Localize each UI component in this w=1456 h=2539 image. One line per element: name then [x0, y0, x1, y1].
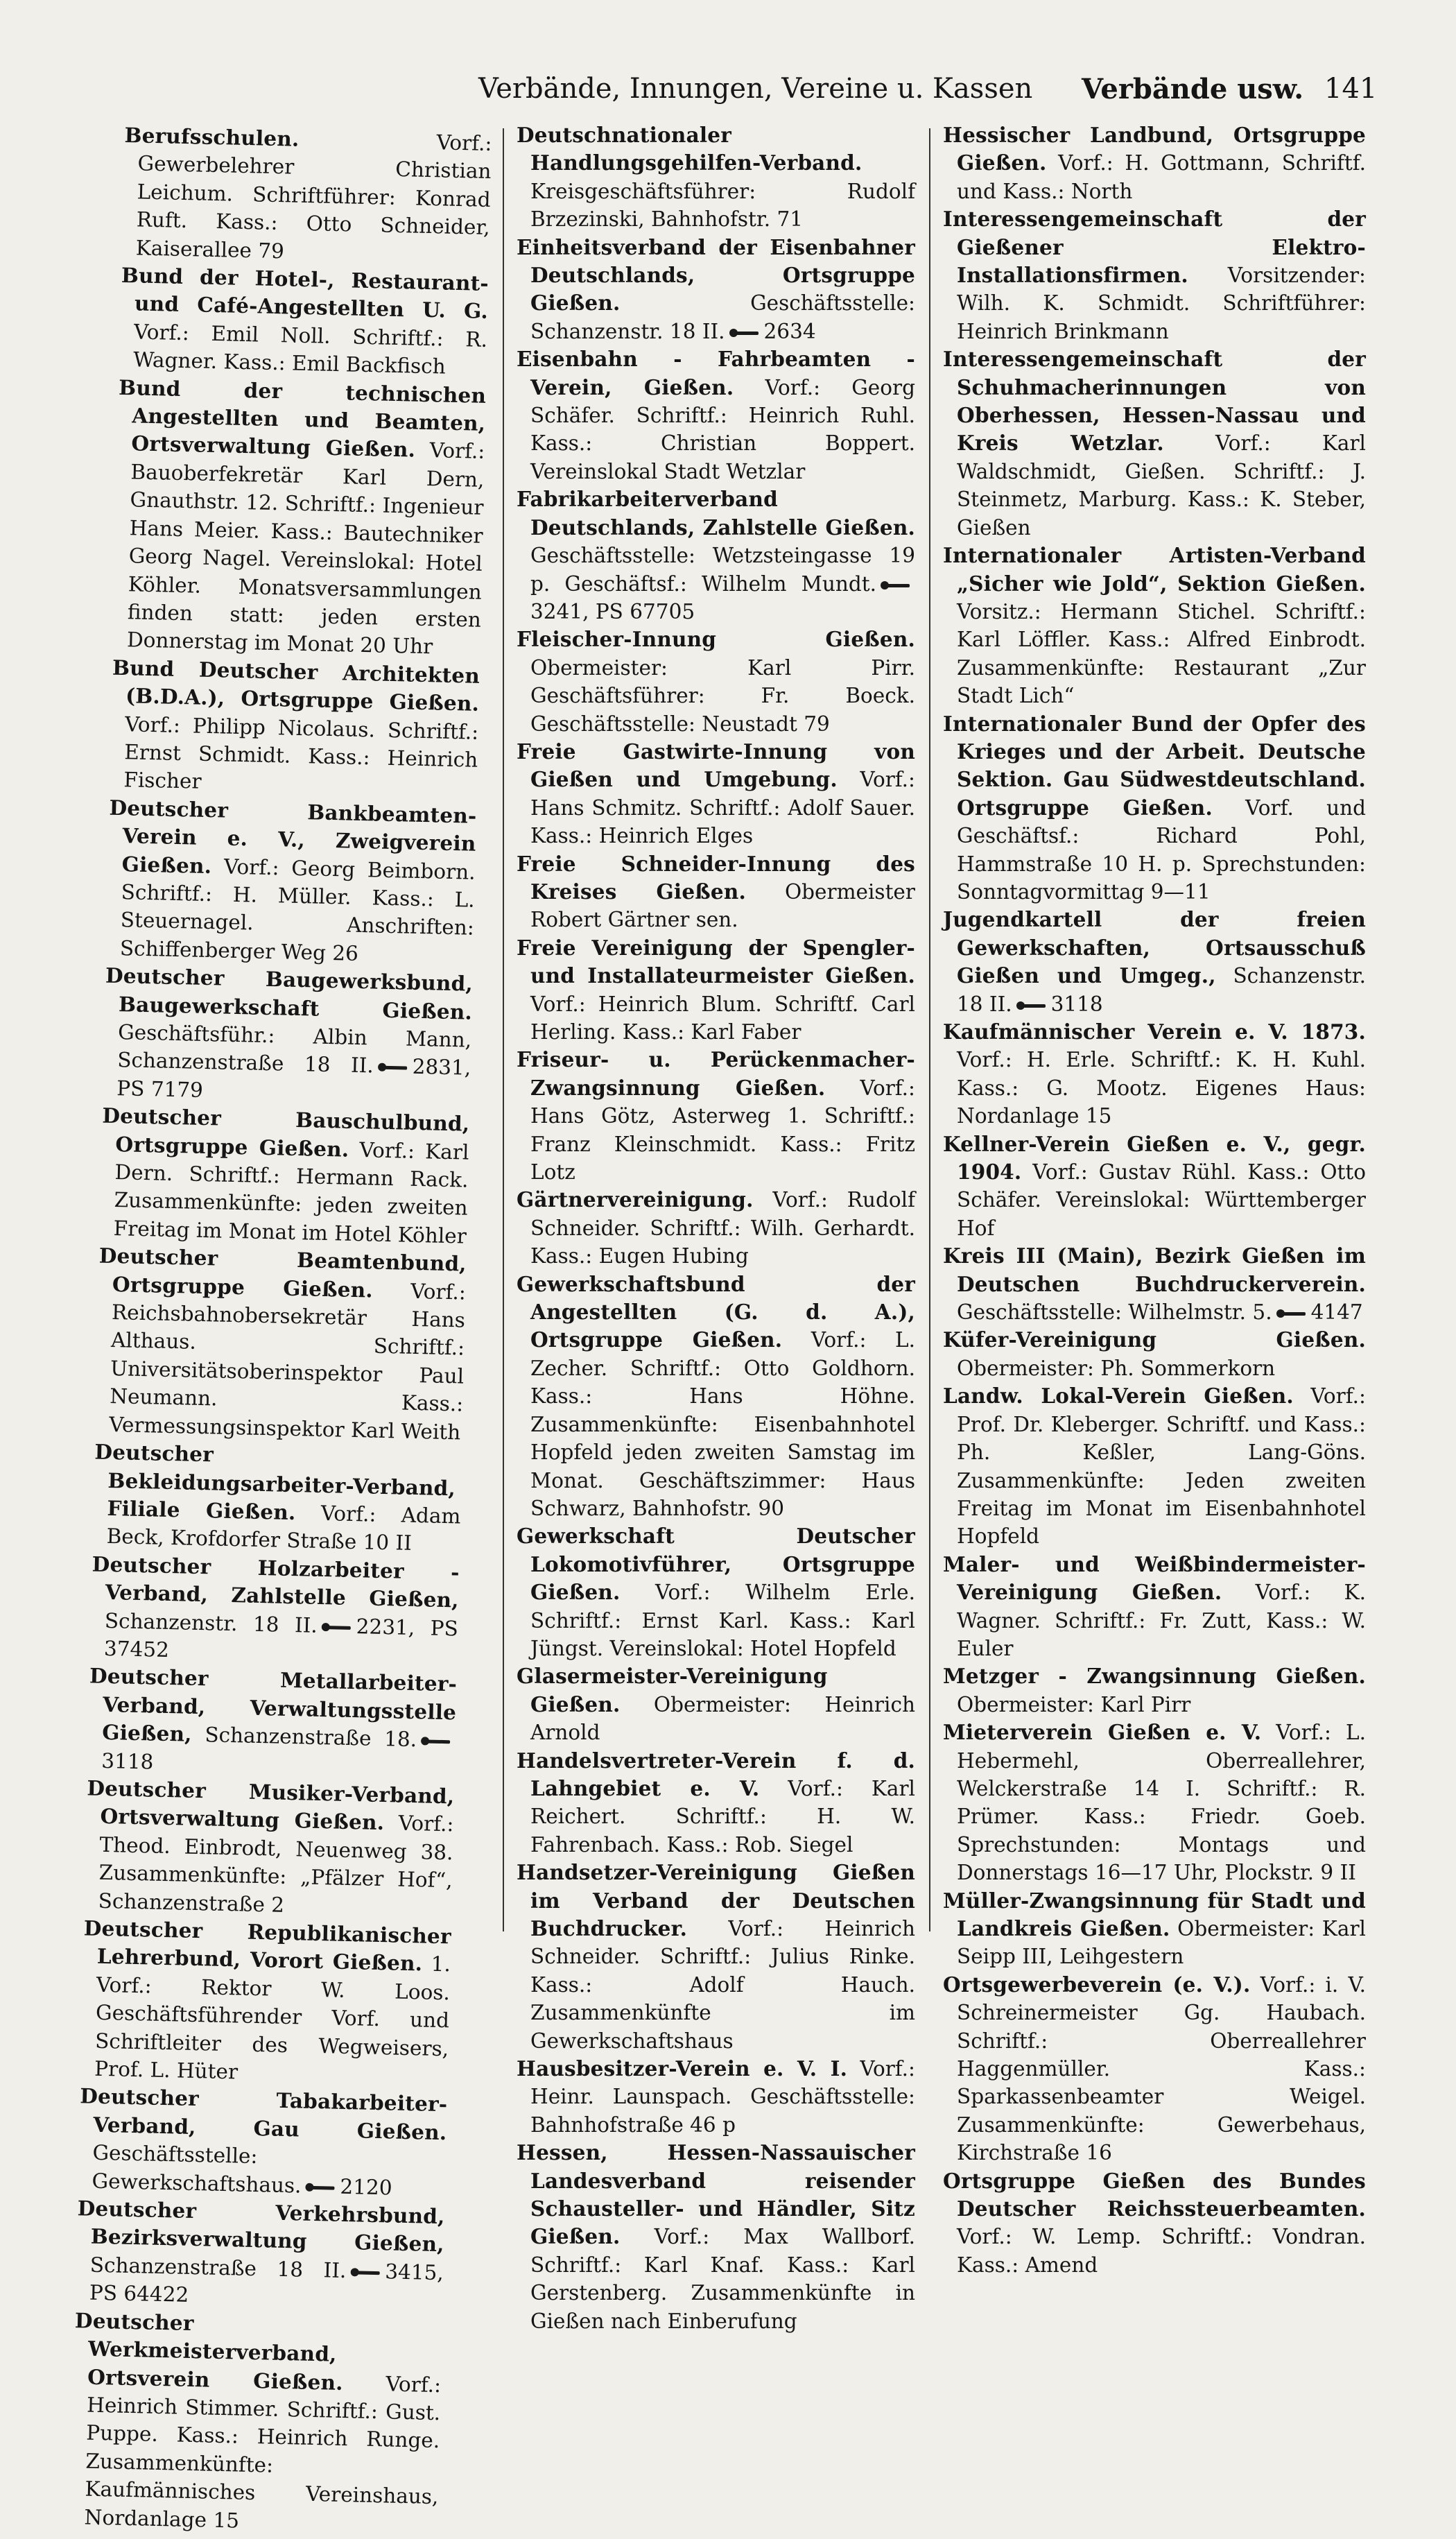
directory-entry — [943, 1662, 1366, 1719]
entry-name: Küfer-Vereinigung Gießen. — [943, 1327, 1366, 1352]
entry-details: Vorf.: Gustav Rühl. Kass.: Otto Schäfer. Vereinslokal: Württemberger Hof — [957, 1160, 1366, 1240]
entry-details: Vorf.: Rudolf Schneider. Schriftf.: Wilh. Gerhardt. Kass.: Eugen Hubing — [530, 1188, 915, 1268]
entry-name: Fabrikarbeiterverband Deutschlands, Zahlstelle Gießen. — [517, 487, 915, 540]
entry-phone: 2231, PS 37452 — [103, 1614, 459, 1662]
section-title: Verbände usw. — [1082, 73, 1304, 105]
directory-entry — [517, 626, 915, 738]
directory-entry — [943, 1130, 1366, 1243]
entry-details: Obermeister: Karl Pirr. Geschäftsführer: Fr. Boeck. Geschäftsstelle: Neustadt 79 — [530, 655, 915, 736]
entry-name: Berufsschulen. — [124, 122, 300, 151]
column-divider — [929, 128, 930, 1931]
entry-name: Ortsgewerbeverein (e. V.). — [943, 1972, 1251, 1997]
directory-entry — [99, 1102, 469, 1250]
entry-name: Handelsvertreter-Verein f. d. Lahngebiet e. V. — [517, 1748, 915, 1800]
entry-name: Deutscher Verkehrsbund, Bezirksverwaltung Gießen, — [77, 2196, 445, 2257]
column-divider — [503, 128, 504, 1931]
entry-details: Vorf.: Gewerbelehrer Christian Leichum. Schriftführer: Konrad Ruft. Kass.: Otto Schneider, Kaiserallee 79 — [135, 130, 492, 263]
entry-details: Vorf.: Prof. Dr. Kleberger. Schriftf. und Kass.: Ph. Keßler, Lang-Göns. Zusammenkünfte: Jeden zweiten Freitag im Monat im Eisenbahnhotel Hopfeld — [957, 1384, 1366, 1549]
entry-details: Vorf.: W. Lemp. Schriftf.: Vondran. Kass.: Amend — [957, 2225, 1366, 2277]
entry-details: Vorsitz.: Hermann Stichel. Schriftf.: Karl Löffler. Kass.: Alfred Einbrodt. Zusammenkünfte: Restaurant „Zur Stadt Lich“ — [957, 599, 1366, 708]
entry-details: Vorf.: Karl Waldschmidt, Gießen. Schriftf.: J. Steinmetz, Marburg. Kass.: K. Steber, Gießen — [957, 431, 1366, 540]
entry-name: Eisenbahn - Fahrbeamten - Verein, Gießen. — [517, 347, 915, 399]
entry-details: Vorf.: Georg Beimborn. Schriftf.: H. Müller. Kass.: L. Steuernagel. Anschriften: Schiffenberger Weg 26 — [119, 854, 476, 965]
entry-details: Schanzenstr. 18 II. — [104, 1608, 318, 1637]
entry-name: Freie Vereinigung der Spengler- und Installateurmeister Gießen. — [517, 935, 915, 988]
entry-details: Vorf.: Karl Reichert. Schriftf.: H. W. Fahrenbach. Kass.: Rob. Siegel — [530, 1776, 915, 1857]
entry-name: Deutschnationaler Handlungsgehilfen-Verband. — [517, 123, 863, 175]
entry-details: Vorf.: Wilhelm Erle. Schriftf.: Ernst Karl. Kass.: Karl Jüngst. Vereinslokal: Hotel Hopfeld — [530, 1581, 915, 1660]
entry-name: Deutscher Holzarbeiter - Verband, Zahlstelle Gießen, — [92, 1551, 460, 1612]
directory-entry — [943, 2167, 1366, 2280]
entry-name: Mieterverein Gießen e. V. — [943, 1720, 1262, 1745]
entry-details: Obermeister: Heinrich Arnold — [530, 1692, 915, 1745]
entry-details: Vorf. und Geschäftsf.: Richard Pohl, Hammstraße 10 H. p. Sprechstunden: Sonntagvormittag 9—11 — [957, 795, 1366, 904]
entry-details: Vorf.: Karl Dern. Schriftf.: Hermann Rack. Zusammenkünfte: jeden zweiten Freitag im Monat im Hotel Köhler — [113, 1137, 469, 1248]
entry-name: Ortsgruppe Gießen des Bundes Deutscher Reichssteuerbeamten. — [943, 2168, 1366, 2221]
entry-details: Obermeister: Karl Seipp III, Leihgestern — [957, 1917, 1366, 1969]
telephone-icon — [350, 2265, 381, 2280]
entry-phone: 3415, PS 64422 — [89, 2260, 444, 2307]
page-header — [0, 73, 1456, 114]
entry-name: Friseur- u. Perückenmacher-Zwangsinnung Gießen. — [517, 1047, 915, 1100]
entry-details: Vorf.: L. Hebermehl, Oberreallehrer, Welckerstraße 14 I. Schriftf.: R. Prümer. Kass.: Friedr. Goeb. Sprechstunden: Montags und Donnerstags 16—17 Uhr, Plockstr. 9 II — [957, 1721, 1366, 1885]
entry-details: Kreisgeschäftsführer: Rudolf Brzezinski, Bahnhofstr. 71 — [530, 179, 915, 232]
entry-name: Gewerkschaftsbund der Angestellten (G. d. A.), Ortsgruppe Gießen. — [517, 1271, 915, 1352]
directory-entry — [113, 374, 487, 662]
telephone-icon — [1016, 999, 1047, 1013]
directory-entry — [943, 1018, 1366, 1130]
telephone-icon — [1276, 1307, 1307, 1320]
directory-entry — [103, 962, 473, 1110]
directory-entry — [943, 1971, 1366, 2167]
entry-name: Interessengemeinschaft der Gießener Elektro-Installationsfirmen. — [943, 207, 1366, 288]
entry-name: Deutscher Baugewerksbund, Baugewerkschaft Gießen. — [105, 963, 474, 1024]
directory-entry — [943, 710, 1366, 906]
directory-column-1 — [74, 121, 492, 2533]
entry-details: Vorf.: H. Erle. Schriftf.: K. H. Kuhl. Kass.: G. Mootz. Eigenes Haus: Nordanlage 15 — [957, 1048, 1366, 1128]
directory-entry — [70, 2307, 442, 2539]
entry-name: Deutscher Bauschulbund, Ortsgruppe Gießen. — [102, 1103, 470, 1162]
entry-name: Jugendkartell der freien Gewerkschaften, Ortsausschuß Gießen und Umgeg., — [943, 907, 1366, 988]
entry-details: Vorf.: Georg Schäfer. Schriftf.: Heinrich Ruhl. Kass.: Christian Boppert. Vereinslokal Stadt Wetzlar — [530, 375, 915, 483]
entry-name: Deutscher Bekleidungsarbeiter-Verband, Filiale Gießen. — [94, 1439, 456, 1525]
directory-entry — [92, 1438, 462, 1559]
directory-entry — [943, 906, 1366, 1018]
directory-entry — [943, 121, 1366, 205]
entry-name: Interessengemeinschaft der Schuhmacherinnungen von Oberhessen, Hessen-Nassau und Kreis Wetzlar. — [943, 347, 1366, 456]
entry-name: Handsetzer-Vereinigung Gießen im Verband der Deutschen Buchdrucker. — [517, 1860, 915, 1940]
entry-name: Deutscher Musiker-Verband, Ortsverwaltung Gießen. — [87, 1775, 455, 1835]
entry-name: Landw. Lokal-Verein Gießen. — [943, 1384, 1294, 1409]
entry-details: Obermeister: Karl Pirr — [957, 1692, 1191, 1716]
directory-entry — [517, 2055, 915, 2139]
entry-phone: 2634 — [763, 319, 816, 343]
entry-name: Müller-Zwangsinnung für Stadt und Landkreis Gießen. — [943, 1888, 1366, 1940]
directory-entry — [75, 2194, 445, 2315]
directory-column-3 — [943, 121, 1366, 2277]
directory-entry — [517, 934, 915, 1047]
entry-details: Obermeister Robert Gärtner sen. — [530, 879, 915, 932]
directory-entry — [943, 1551, 1366, 1663]
entry-details: Vorf.: Heinrich Blum. Schriftf. Carl Herling. Kass.: Karl Faber — [530, 992, 915, 1044]
entry-details: Vorf.: Emil Noll. Schriftf.: R. Wagner. Kass.: Emil Backfisch — [132, 320, 488, 379]
directory-entry — [517, 1271, 915, 1523]
telephone-icon — [881, 578, 911, 592]
directory-column-2 — [517, 121, 915, 2333]
directory-entry — [95, 1242, 467, 1447]
entry-name: Kreis III (Main), Bezirk Gießen im Deutschen Buchdruckerverein. — [943, 1243, 1366, 1296]
entry-name: Bund Deutscher Architekten (B.D.A.), Ortsgruppe Gießen. — [112, 655, 480, 716]
entry-phone: 3118 — [101, 1748, 154, 1774]
entry-details: Vorsitzender: Wilh. K. Schmidt. Schriftführer: Heinrich Brinkmann — [957, 264, 1366, 343]
telephone-icon — [729, 326, 760, 340]
entry-name: Hessen, Hessen-Nassauischer Landesverband reisender Schausteller- und Händler, Sitz Gießen. — [517, 2140, 915, 2249]
entry-details: 1. Vorf.: Rektor W. Loos. Geschäftsführender Vorf. und Schriftleiter des Wegweisers, Prof. L. Hüter — [94, 1952, 451, 2084]
entry-details: Vorf.: Max Wallborf. Schriftf.: Karl Knaf. Kass.: Karl Gerstenberg. Zusammenkünfte in Gießen nach Einberufung — [530, 2225, 915, 2333]
entry-details: Vorf.: Bauoberfekretär Karl Dern, Gnauthstr. 12. Schriftf.: Ingenieur Hans Meier. Kass.: Bautechniker Georg Nagel. Vereinslokal: Hotel Köhler. Monatsversammlungen finden statt: jeden ersten Donnerstag im Monat 20 Uhr — [126, 438, 485, 659]
entry-name: Freie Gastwirte-Innung von Gießen und Umgebung. — [517, 739, 915, 792]
entry-details: Geschäftsführ.: Albin Mann, Schanzenstraße 18 II. — [116, 1020, 472, 1078]
entry-phone: 2120 — [340, 2174, 392, 2200]
directory-entry — [517, 2139, 915, 2335]
telephone-icon — [322, 1620, 352, 1635]
entry-details: Geschäftsstelle: Gewerkschaftshaus. — [92, 2140, 302, 2198]
entry-name: Deutscher Beamtenbund, Ortsgruppe Gießen. — [98, 1243, 467, 1302]
directory-entry — [517, 485, 915, 626]
entry-details: Geschäftsstelle: Schanzenstr. 18 II. — [530, 291, 915, 343]
entry-name: Deutscher Werkmeisterverband, Ortsverein Gießen. — [74, 2307, 344, 2395]
entry-name: Einheitsverband der Eisenbahner Deutschlands, Ortsgruppe Gießen. — [517, 234, 915, 316]
entry-details: Vorf.: Heinrich Stimmer. Schriftf.: Gust. Puppe. Kass.: Heinrich Runge. Zusammenkünfte: Kaufmännisches Vereinshaus, Nordanlage 15 — [84, 2371, 442, 2533]
entry-details: Vorf.: K. Wagner. Schriftf.: Fr. Zutt, Kass.: W. Euler — [957, 1581, 1366, 1660]
entry-name: Deutscher Bankbeamten-Verein e. V., Zweigverein Gießen. — [109, 795, 477, 878]
directory-entry — [87, 1662, 458, 1783]
entry-name: Maler- und Weißbindermeister-Vereinigung Gießen. — [943, 1551, 1366, 1605]
directory-entry — [517, 1522, 915, 1662]
directory-entry — [943, 1382, 1366, 1550]
running-title: Verbände, Innungen, Vereine u. Kassen — [478, 73, 1033, 105]
directory-entry — [517, 850, 915, 934]
telephone-icon — [421, 1734, 451, 1748]
directory-entry — [943, 542, 1366, 709]
entry-name: Metzger - Zwangsinnung Gießen. — [943, 1664, 1366, 1689]
entry-name: Bund der technischen Angestellten und Beamten, Ortsverwaltung Gießen. — [118, 375, 487, 463]
directory-entry — [78, 2083, 448, 2203]
entry-name: Deutscher Republikanischer Lehrerbund, Vorort Gießen. — [83, 1916, 452, 1976]
entry-details: Vorf.: Heinrich Schneider. Schriftf.: Julius Rinke. Kass.: Adolf Hauch. Zusammenkünfte im Gewerkschaftshaus — [530, 1917, 915, 2053]
directory-entry — [943, 1887, 1366, 1971]
entry-details: Vorf.: i. V. Schreinermeister Gg. Haubach. Schriftf.: Oberreallehrer Haggenmüller. Kass.: Sparkassenbeamter Weigel. Zusammenkünfte: Gewerbehaus, Kirchstraße 16 — [957, 1972, 1366, 2165]
entry-details: Vorf.: Heinr. Launspach. Geschäftsstelle: Bahnhofstraße 46 p — [530, 2057, 915, 2137]
directory-entry — [943, 1719, 1366, 1886]
directory-entry — [105, 794, 476, 970]
entry-phone: 2831, PS 7179 — [116, 1055, 471, 1102]
entry-phone: 4147 — [1310, 1300, 1363, 1325]
directory-entry — [517, 234, 915, 346]
directory-entry — [943, 1326, 1366, 1382]
directory-entry — [943, 345, 1366, 542]
directory-entry — [943, 1242, 1366, 1326]
directory-entry — [121, 121, 492, 270]
entry-details: Obermeister: Ph. Sommerkorn — [957, 1356, 1276, 1380]
entry-details: Vorf.: Reichsbahnobersekretär Hans Althaus. Schriftf.: Universitätsoberinspektor Paul Neumann. Kass.: Vermessungsinspektor Karl Weith — [108, 1279, 467, 1445]
entry-name: Internationaler Bund der Opfer des Krieges und der Arbeit. Deutsche Sektion. Gau Südwestdeutschland. Ortsgruppe Gießen. — [943, 711, 1366, 820]
entry-name: Gärtnervereinigung. — [517, 1187, 754, 1212]
entry-name: Deutscher Metallarbeiter-Verband, Verwaltungsstelle Gießen, — [89, 1663, 458, 1746]
entry-name: Deutscher Tabakarbeiter-Verband, Gau Gießen. — [79, 2083, 448, 2145]
entry-details: Vorf.: Philipp Nicolaus. Schriftf.: Ernst Schmidt. Kass.: Heinrich Fischer — [123, 712, 479, 794]
directory-columns — [74, 121, 1373, 2533]
directory-entry — [517, 1662, 915, 1746]
directory-entry — [110, 654, 480, 802]
entry-name: Kellner-Verein Gießen e. V., gegr. 1904. — [943, 1131, 1366, 1185]
entry-name: Kaufmännischer Verein e. V. 1873. — [943, 1019, 1366, 1044]
entry-details: Vorf.: Hans Götz, Asterweg 1. Schriftf.: Franz Kleinschmidt. Kass.: Fritz Lotz — [530, 1076, 915, 1185]
entry-name: Freie Schneider-Innung des Kreises Gießen. — [517, 851, 915, 904]
entry-details: Geschäftsstelle: Wetzsteingasse 19 p. Geschäftsf.: Wilhelm Mundt. — [530, 544, 915, 596]
entry-name: Hausbesitzer-Verein e. V. I. — [517, 2056, 848, 2081]
directory-entry — [943, 205, 1366, 345]
entry-details: Vorf.: H. Gottmann, Schriftf. und Kass.: North — [957, 151, 1366, 203]
telephone-icon — [377, 1060, 408, 1075]
entry-phone: 3241, PS 67705 — [530, 599, 695, 623]
entry-details: Schanzenstr. 18 II. — [957, 964, 1366, 1016]
directory-entry — [517, 1859, 915, 2055]
entry-name: Gewerkschaft Deutscher Lokomotivführer, Ortsgruppe Gießen. — [517, 1524, 915, 1605]
entry-name: Bund der Hotel-, Restaurant- und Café-Angestellten U. G. — [121, 262, 489, 324]
directory-entry — [119, 261, 489, 382]
telephone-icon — [305, 2180, 336, 2194]
directory-entry — [517, 121, 915, 234]
directory-entry — [517, 1046, 915, 1186]
entry-details: Schanzenstraße 18. — [205, 1723, 417, 1752]
entry-details: Schanzenstraße 18 II. — [89, 2253, 347, 2282]
entry-name: Glasermeister-Vereinigung Gießen. — [517, 1664, 828, 1716]
entry-name: Internationaler Artisten-Verband „Sicher wie Jold“, Sektion Gießen. — [943, 543, 1366, 596]
entry-name: Hessischer Landbund, Ortsgruppe Gießen. — [943, 123, 1366, 175]
directory-entry — [90, 1550, 460, 1671]
entry-details: Vorf.: Adam Beck, Krofdorfer Straße 10 II — [106, 1501, 461, 1556]
entry-details: Geschäftsstelle: Wilhelmstr. 5. — [957, 1300, 1272, 1325]
directory-entry — [517, 1186, 915, 1270]
entry-phone: 3118 — [1050, 992, 1103, 1016]
directory-entry — [517, 345, 915, 485]
entry-details: Vorf.: Hans Schmitz. Schriftf.: Adolf Sauer. Kass.: Heinrich Elges — [530, 768, 915, 848]
entry-name: Fleischer-Innung Gießen. — [517, 627, 915, 652]
directory-entry — [80, 1914, 451, 2090]
directory-entry — [84, 1774, 454, 1922]
page-number: 141 — [1324, 73, 1378, 105]
entry-details: Vorf.: Theod. Einbrodt, Neuenweg 38. Zusammenkünfte: „Pfälzer Hof“, Schanzenstraße 2 — [98, 1811, 454, 1917]
entry-details: Vorf.: L. Zecher. Schriftf.: Otto Goldhorn. Kass.: Hans Höhne. Zusammenkünfte: Eisenbahnhotel Hopfeld jeden zweiten Samstag im Monat. Geschäftszimmer: Haus Schwarz, Bahnhofstr. 90 — [530, 1328, 915, 1520]
directory-entry — [517, 738, 915, 850]
directory-entry — [517, 1747, 915, 1859]
